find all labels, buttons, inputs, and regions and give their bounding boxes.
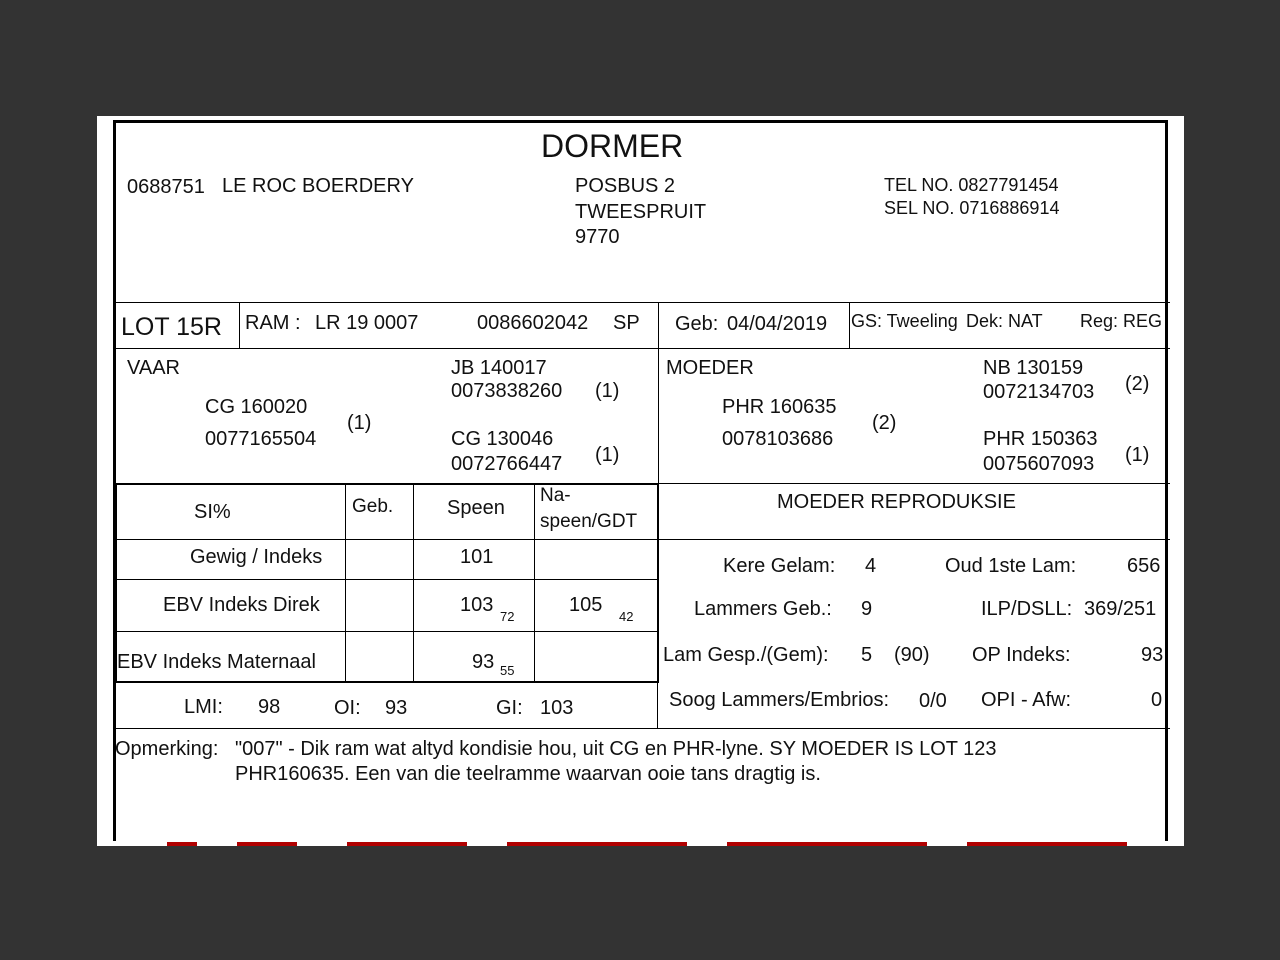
opi-deviation-label: OPI - Afw: [981,689,1072,711]
footer-mark [507,842,687,846]
naspeen-header-line2: speen/GDT [540,511,638,532]
times-lambed-value: 4 [865,555,877,577]
oi-label: OI: [334,697,361,719]
sire-sire-count: (1) [595,380,620,402]
suckled-lambs-value: 0/0 [919,690,947,712]
divider [239,302,240,348]
grade: SP [613,312,640,334]
ilp-dsll-value: 369/251 [1084,598,1157,620]
birth-date-label: Geb: [675,313,719,335]
naspeen-value-direct: 105 [569,594,603,616]
address-line-3: 9770 [575,226,620,248]
footer-mark [167,842,197,846]
sire-id: CG 160020 [205,396,308,418]
registration-status: Reg: REG [1080,311,1163,331]
gi-value: 103 [540,697,574,719]
remark-line-2: PHR160635. Een van die teelramme waarvan ooie tans dragtig is. [235,763,821,785]
divider [534,484,535,682]
divider [115,728,1170,729]
suckled-lambs-label: Soog Lammers/Embrios: [669,689,890,711]
speen-accuracy-maternal: 55 [500,663,515,678]
footer-mark [347,842,467,846]
footer-mark [967,842,1127,846]
lot-number: LOT 15R [121,313,222,341]
lambs-weaned-label: Lam Gesp./(Gem): [663,644,829,666]
catalogue-card [97,116,1184,846]
lambs-born-value: 9 [861,598,873,620]
times-lambed-label: Kere Gelam: [723,555,836,577]
address-line-1: POSBUS 2 [575,175,676,197]
geb-header: Geb. [352,496,394,517]
divider [115,579,659,580]
divider [116,302,1170,303]
breed-title: DORMER [541,128,684,164]
owner-name: LE ROC BOERDERY [222,175,414,197]
footer-mark [727,842,927,846]
ram-id: LR 19 0007 [315,312,419,334]
divider [659,483,1170,484]
sire-dam-id: CG 130046 [451,428,554,450]
lambs-weaned-value: 5 [861,644,873,666]
dam-sire-id: NB 130159 [983,357,1084,379]
dam-count: (2) [872,412,897,434]
dam-dam-number: 0075607093 [983,453,1095,475]
mating-type: Dek: NAT [966,311,1043,331]
speen-accuracy-direct: 72 [500,609,515,624]
lmi-value: 98 [258,696,281,718]
divider [115,631,659,632]
speen-header: Speen [447,497,505,519]
divider [115,539,659,540]
sire-dam-count: (1) [595,444,620,466]
lmi-label: LMI: [184,696,223,718]
remark-line-1: "007" - Dik ram wat altyd kondisie hou, uit CG en PHR-lyne. SY MOEDER IS LOT 123 [235,738,997,760]
reproduction-title: MOEDER REPRODUKSIE [777,491,1016,513]
divider [657,682,658,728]
row-label-ebv-direct: EBV Indeks Direk [163,594,320,616]
sel-number: SEL NO. 0716886914 [884,198,1060,218]
dam-sire-count: (2) [1125,373,1150,395]
naspeen-header-line1: Na- [540,485,571,506]
op-index-value: 93 [1141,644,1164,666]
dam-number: 0078103686 [722,428,834,450]
birth-date: 04/04/2019 [727,313,828,335]
sire-dam-number: 0072766447 [451,453,563,475]
dam-id: PHR 160635 [722,396,837,418]
si-header: SI% [194,501,231,523]
registration-number: 0086602042 [477,312,589,334]
remark-label: Opmerking: [115,738,219,760]
divider [345,484,346,682]
divider [115,483,659,485]
gi-label: GI: [496,697,523,719]
lambs-weaned-average: (90) [894,644,930,666]
speen-value-weight: 101 [460,546,494,568]
birth-status: GS: Tweeling [851,311,958,331]
sire-count: (1) [347,412,372,434]
opi-deviation-value: 0 [1151,689,1163,711]
oi-value: 93 [385,697,408,719]
divider [116,348,1170,349]
row-label-ebv-maternal: EBV Indeks Maternaal [117,651,316,673]
address-line-2: TWEESPRUIT [575,201,707,223]
first-lamb-age-value: 656 [1127,555,1161,577]
dam-dam-id: PHR 150363 [983,428,1098,450]
divider [658,302,659,484]
lambs-born-label: Lammers Geb.: [694,598,832,620]
sire-number: 0077165504 [205,428,317,450]
speen-value-direct: 103 [460,594,494,616]
divider [657,484,659,682]
divider [413,484,414,682]
dam-dam-count: (1) [1125,444,1150,466]
sire-sire-id: JB 140017 [451,357,547,379]
dam-label: MOEDER [666,357,754,379]
owner-code: 0688751 [127,176,205,198]
op-index-label: OP Indeks: [972,644,1071,666]
naspeen-accuracy-direct: 42 [619,609,634,624]
sire-sire-number: 0073838260 [451,380,563,402]
divider [849,302,850,348]
sire-label: VAAR [127,357,180,379]
speen-value-maternal: 93 [472,651,495,673]
card-border [113,120,1168,841]
footer-mark [237,842,297,846]
dam-sire-number: 0072134703 [983,381,1095,403]
row-label-weight-index: Gewig / Indeks [190,546,323,568]
tel-number: TEL NO. 0827791454 [884,175,1059,195]
ram-label: RAM : [245,312,301,334]
ilp-dsll-label: ILP/DSLL: [981,598,1073,620]
footer-cutoff [157,840,1157,846]
first-lamb-age-label: Oud 1ste Lam: [945,555,1077,577]
divider [115,681,659,683]
divider [659,539,1170,540]
